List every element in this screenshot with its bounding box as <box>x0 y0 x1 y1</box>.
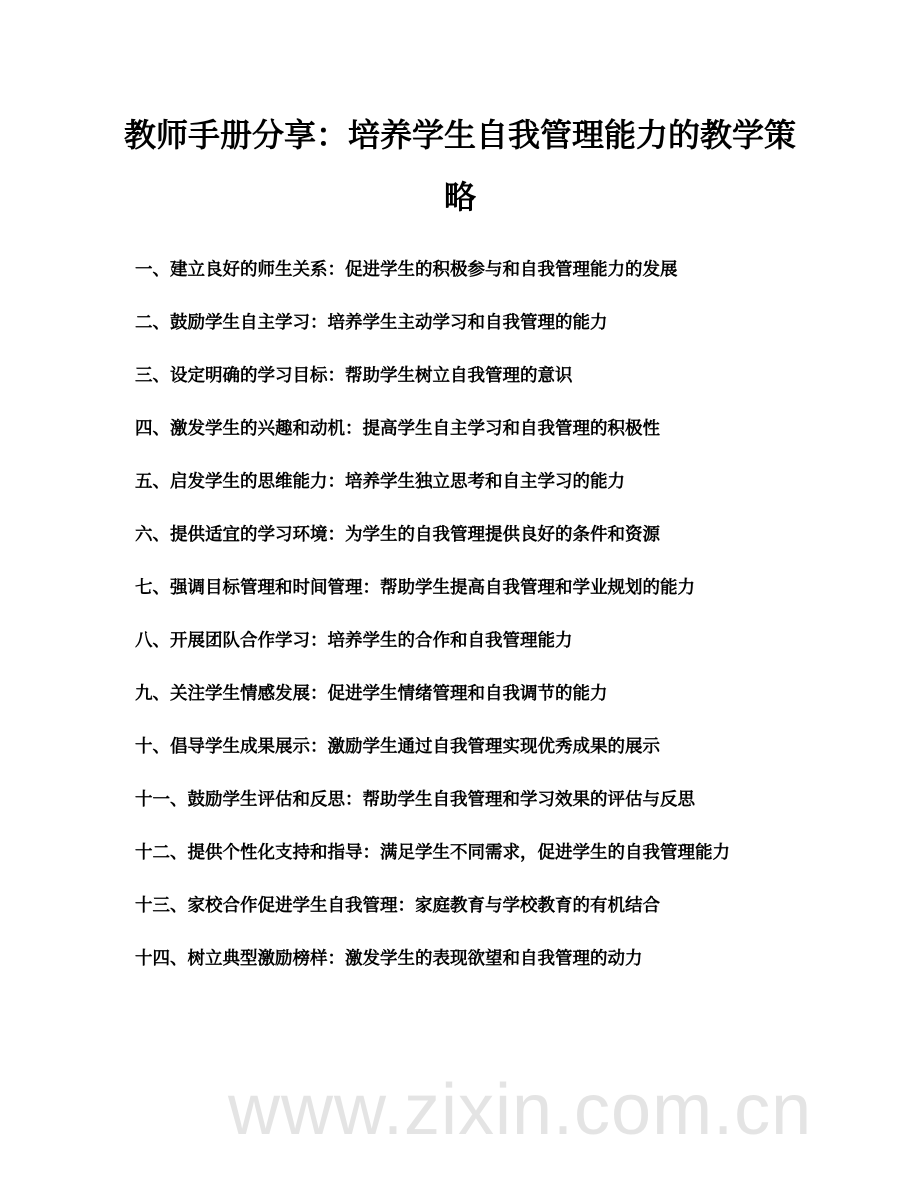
list-item: 六、提供适宜的学习环境：为学生的自我管理提供良好的条件和资源 <box>135 525 660 545</box>
list-item: 十一、鼓励学生评估和反思：帮助学生自我管理和学习效果的评估与反思 <box>135 790 695 810</box>
outline-list <box>135 252 795 994</box>
list-item: 十三、家校合作促进学生自我管理：家庭教育与学校教育的有机结合 <box>135 896 660 916</box>
list-item: 十、倡导学生成果展示：激励学生通过自我管理实现优秀成果的展示 <box>135 737 660 757</box>
list-item: 九、关注学生情感发展：促进学生情绪管理和自我调节的能力 <box>135 684 608 704</box>
list-item: 三、设定明确的学习目标：帮助学生树立自我管理的意识 <box>135 366 573 386</box>
list-item: 十二、提供个性化支持和指导：满足学生不同需求，促进学生的自我管理能力 <box>135 843 730 863</box>
list-item: 五、启发学生的思维能力：培养学生独立思考和自主学习的能力 <box>135 472 625 492</box>
list-item: 八、开展团队合作学习：培养学生的合作和自我管理能力 <box>135 631 573 651</box>
document-title: 教师手册分享：培养学生自我管理能力的教学策略 <box>123 116 796 216</box>
list-item: 二、鼓励学生自主学习：培养学生主动学习和自我管理的能力 <box>135 313 608 333</box>
list-item: 四、激发学生的兴趣和动机：提高学生自主学习和自我管理的积极性 <box>135 419 660 439</box>
list-item: 十四、树立典型激励榜样：激发学生的表现欲望和自我管理的动力 <box>135 949 643 969</box>
watermark: www.zixin.com.cn <box>228 1070 813 1150</box>
list-item: 一、建立良好的师生关系：促进学生的积极参与和自我管理能力的发展 <box>135 260 678 280</box>
list-item: 七、强调目标管理和时间管理：帮助学生提高自我管理和学业规划的能力 <box>135 578 695 598</box>
